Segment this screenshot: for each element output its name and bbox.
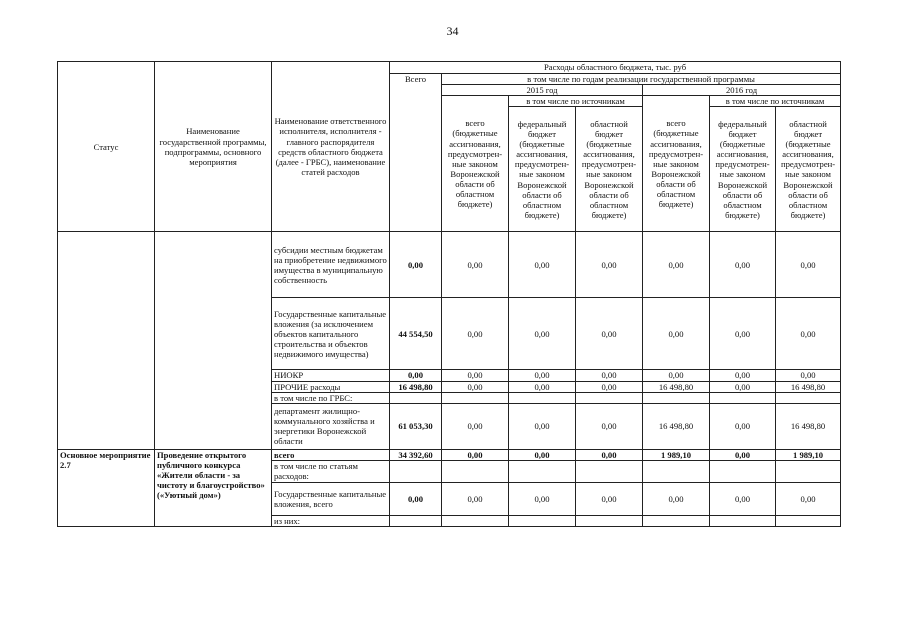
value-cell: 0,00 <box>710 403 776 449</box>
value-cell: 0,00 <box>390 482 442 515</box>
header-2015-sources: в том числе по источникам <box>509 96 643 107</box>
value-cell: 16 498,80 <box>776 381 841 392</box>
header-status: Статус <box>58 62 155 232</box>
row-label: Государственные капитальные вложения, всего <box>272 482 390 515</box>
header-2016-federal: федеральный бюджет (бюджетные ассигнования, предусмотрен-ные законом Воронежской области об областном бюджете) <box>710 107 776 232</box>
header-2015-total: всего (бюджетные ассигнования, предусмотрен-ные законом Воронежской области об областном бюджете) <box>442 96 509 232</box>
value-cell: 1 989,10 <box>643 449 710 460</box>
value-cell: 0,00 <box>710 381 776 392</box>
header-year-2016: 2016 год <box>643 85 841 96</box>
header-expenses: Расходы областного бюджета, тыс. руб <box>390 62 841 74</box>
header-2015-regional: областной бюджет (бюджетные ассигнования, предусмотрен-ные законом Воронежской области об областном бюджете) <box>576 107 643 232</box>
value-cell: 0,00 <box>509 403 576 449</box>
header-executor: Наименование ответственного исполнителя, исполнителя - главного распорядителя средств областного бюджета (далее - ГРБС), наименование статей расходов <box>272 62 390 232</box>
value-cell: 0,00 <box>710 449 776 460</box>
value-cell: 0,00 <box>776 232 841 298</box>
value-cell: 0,00 <box>509 482 576 515</box>
value-cell: 34 392,60 <box>390 449 442 460</box>
row-label: из них: <box>272 515 390 526</box>
value-cell: 44 554,50 <box>390 298 442 370</box>
row-label: департамент жилищно-коммунального хозяйства и энергетики Воронежской области <box>272 403 390 449</box>
value-cell: 0,00 <box>576 482 643 515</box>
header-2016-sources: в том числе по источникам <box>710 96 841 107</box>
page-number: 34 <box>446 24 459 38</box>
value-cell: 1 989,10 <box>776 449 841 460</box>
value-cell: 0,00 <box>509 381 576 392</box>
status-cell-empty <box>58 232 155 449</box>
table-row <box>58 232 841 298</box>
value-cell: 0,00 <box>710 370 776 381</box>
value-cell: 0,00 <box>776 482 841 515</box>
value-cell: 0,00 <box>442 298 509 370</box>
value-cell: 0,00 <box>442 482 509 515</box>
value-cell: 0,00 <box>643 298 710 370</box>
value-cell: 0,00 <box>776 298 841 370</box>
header-2015-federal: федеральный бюджет (бюджетные ассигнования, предусмотрен-ные законом Воронежской области об областном бюджете) <box>509 107 576 232</box>
main-event-status: Основное мероприятие 2.7 <box>58 449 155 526</box>
value-cell: 0,00 <box>576 403 643 449</box>
row-label: Государственные капитальные вложения (за исключением объектов капитального строительства и объектов недвижимого имущества) <box>272 298 390 370</box>
value-cell: 0,00 <box>509 232 576 298</box>
value-cell: 0,00 <box>643 482 710 515</box>
header-total: Всего <box>390 74 442 232</box>
value-cell: 0,00 <box>710 298 776 370</box>
row-label: НИОКР <box>272 370 390 381</box>
value-cell: 16 498,80 <box>643 403 710 449</box>
header-program-name: Наименование государственной программы, подпрограммы, основного мероприятия <box>155 62 272 232</box>
value-cell: 0,00 <box>576 232 643 298</box>
value-cell: 0,00 <box>576 370 643 381</box>
budget-table <box>57 61 841 527</box>
value-cell: 0,00 <box>442 232 509 298</box>
value-cell: 16 498,80 <box>643 381 710 392</box>
value-cell: 0,00 <box>710 232 776 298</box>
header-2016-regional: областной бюджет (бюджетные ассигнования, предусмотрен-ные законом Воронежской области об областном бюджете) <box>776 107 841 232</box>
header-by-years: в том числе по годам реализации государственной программы <box>442 74 841 85</box>
value-cell: 0,00 <box>576 298 643 370</box>
value-cell: 0,00 <box>390 370 442 381</box>
program-cell-empty <box>155 232 272 449</box>
value-cell: 0,00 <box>576 381 643 392</box>
main-event-name: Проведение открытого публичного конкурса «Жители области - за чистоту и благоустройство» («Уютный дом») <box>155 449 272 526</box>
value-cell: 0,00 <box>643 370 710 381</box>
value-cell: 61 053,30 <box>390 403 442 449</box>
value-cell: 0,00 <box>576 449 643 460</box>
value-cell: 0,00 <box>643 232 710 298</box>
value-cell: 0,00 <box>442 381 509 392</box>
table-row <box>58 449 841 460</box>
row-label: субсидии местным бюджетам на приобретение недвижимого имущества в муниципальную собственность <box>272 232 390 298</box>
value-cell: 0,00 <box>442 370 509 381</box>
value-cell: 0,00 <box>442 449 509 460</box>
row-label: ПРОЧИЕ расходы <box>272 381 390 392</box>
value-cell: 0,00 <box>442 403 509 449</box>
row-label: всего <box>272 449 390 460</box>
value-cell: 0,00 <box>509 370 576 381</box>
header-year-2015: 2015 год <box>442 85 643 96</box>
value-cell: 0,00 <box>710 482 776 515</box>
value-cell: 0,00 <box>509 298 576 370</box>
row-label: в том числе по статьям расходов: <box>272 460 390 482</box>
value-cell: 0,00 <box>776 370 841 381</box>
value-cell: 16 498,80 <box>390 381 442 392</box>
value-cell: 16 498,80 <box>776 403 841 449</box>
row-label: в том числе по ГРБС: <box>272 392 390 403</box>
value-cell: 0,00 <box>390 232 442 298</box>
header-2016-total: всего (бюджетные ассигнования, предусмотрен-ные законом Воронежской области об областном бюджете) <box>643 96 710 232</box>
value-cell: 0,00 <box>509 449 576 460</box>
